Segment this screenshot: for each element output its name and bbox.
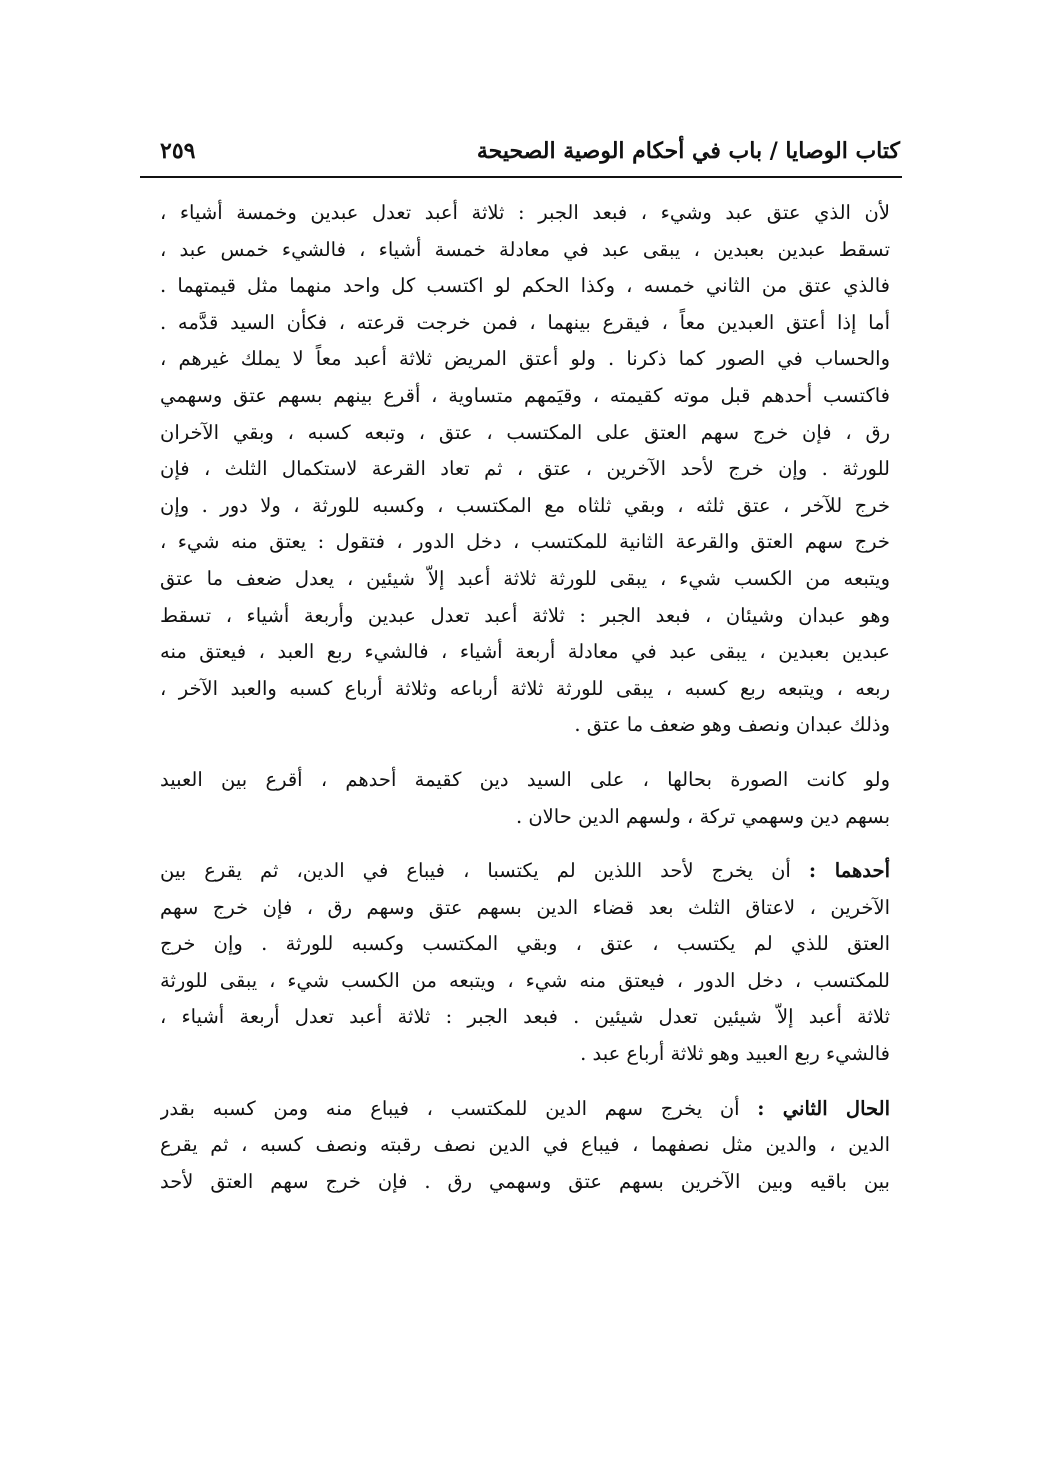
text-line: فالذي عتق من الثاني خمسه ، وكذا الحكم لو اكتسب كل واحد منهما مثل قيمتهما . [160,274,890,298]
page-number: ٢٥٩ [160,138,196,164]
header-title: كتاب الوصايا / باب في أحكام الوصية الصحيحة [476,138,900,164]
paragraph-lead: الحال الثاني : [757,1096,890,1120]
text-line: للمكتسب ، دخل الدور ، فيعتق منه شيء ، ويتبعه من الكسب شيء ، يبقى للورثة [160,968,890,992]
text-line: لأن الذي عتق عبد وشيء ، فبعد الجبر : ثلاثة أعبد تعدل عبدين وخمسة أشياء ، [160,201,890,224]
text-line: للورثة . وإن خرج لأحد الآخرين ، عتق ، ثم تعاد القرعة لاستكمال الثلث ، فإن [160,457,890,481]
header-divider [140,176,902,178]
text-line: وهو عبدان وشيئان ، فبعد الجبر : ثلاثة أعبد تعدل عبدين وأربعة أشياء ، تسقط [160,603,890,627]
text-line: فالشيء ربع العبيد وهو ثلاثة أرباع عبد . [580,1042,890,1066]
text-line: خرج للآخر ، عتق ثلثه ، وبقي ثلثاه مع المكتسب ، وكسبه للورثة ، ولا دور . وإن [160,493,890,517]
text-line: الآخرين ، لاعتاق الثلث بعد قضاء الدين بسهم عتق وسهم رق ، فإن خرج سهم [160,895,890,919]
text-line: تسقط عبدين بعبدين ، يبقى عبد في معادلة خمسة أشياء ، فالشيء خمس عبد ، [160,237,890,261]
text-line: ثلاثة أعبد إلاّ شيئين تعدل شيئين . فبعد الجبر : ثلاثة أعبد تعدل أربعة أشياء ، [160,1005,890,1029]
paragraph-3 [160,853,890,1073]
text-line: ولو كانت الصورة بحالها ، على السيد دين كقيمة أحدهم ، أقرع بين العبيد [160,767,890,791]
text-line: أما إذا أعتق العبدين معاً ، فيقرع بينهما ، فمن خرجت قرعته ، فكأن السيد قدَّمه . [160,310,890,334]
text-line: خرج سهم العتق والقرعة الثانية للمكتسب ، دخل الدور ، فتقول : يعتق منه شيء ، [160,530,890,554]
text-line: رق ، فإن خرج سهم العتق على المكتسب ، عتق ، وتبعه كسبه ، وبقي الآخران [160,420,890,444]
text-line-rest: أن يخرج لأحد اللذين لم يكتسبا ، فيباع في الدين، ثم يقرع بين [160,859,791,883]
text-line [160,1091,890,1128]
paragraph-1 [160,195,890,744]
paragraph-lead: أحدهما : [808,859,890,883]
text-line [160,853,890,890]
text-line: الدين ، والدين مثل نصفهما ، فيباع في الدين نصف رقبته ونصف كسبه ، ثم يقرع [160,1133,890,1157]
paragraph-4 [160,1091,890,1201]
text-line: بسهم دين وسهمي تركة ، ولسهم الدين حالان . [515,804,890,828]
paragraph-2 [160,762,890,835]
text-line: بين باقيه وبين الآخرين بسهم عتق وسهمي رق . فإن خرج سهم العتق لأحد [160,1169,890,1193]
body-text [160,195,890,1200]
running-header [140,128,900,168]
text-line: والحساب في الصور كما ذكرنا . ولو أعتق المريض ثلاثة أعبد معاً لا يملك غيرهم ، [160,347,890,371]
text-line: ربعه ، ويتبعه ربع كسبه ، يبقى للورثة ثلاثة أرباعه وثلاثة أرباع كسبه والعبد الآخر ، [160,676,890,700]
text-line-rest: أن يخرج سهم الدين للمكتسب ، فيباع منه ومن كسبه بقدر [160,1096,740,1120]
text-line: العتق للذي لم يكتسب ، عتق ، وبقي المكتسب وكسبه للورثة . وإن خرج [160,932,890,956]
text-line: وذلك عبدان ونصف وهو ضعف ما عتق . [574,713,890,737]
text-line: فاكتسب أحدهم قبل موته كقيمته ، وقيَمهم متساوية ، أقرع بينهم بسهم عتق وسهمي [160,383,890,407]
text-line: عبدين بعبدين ، يبقى عبد في معادلة أربعة أشياء ، فالشيء ربع العبد ، فيعتق منه [160,640,890,664]
text-line: ويتبعه من الكسب شيء ، يبقى للورثة ثلاثة أعبد إلاّ شيئين ، يعدل ضعف ما عتق [160,566,890,590]
